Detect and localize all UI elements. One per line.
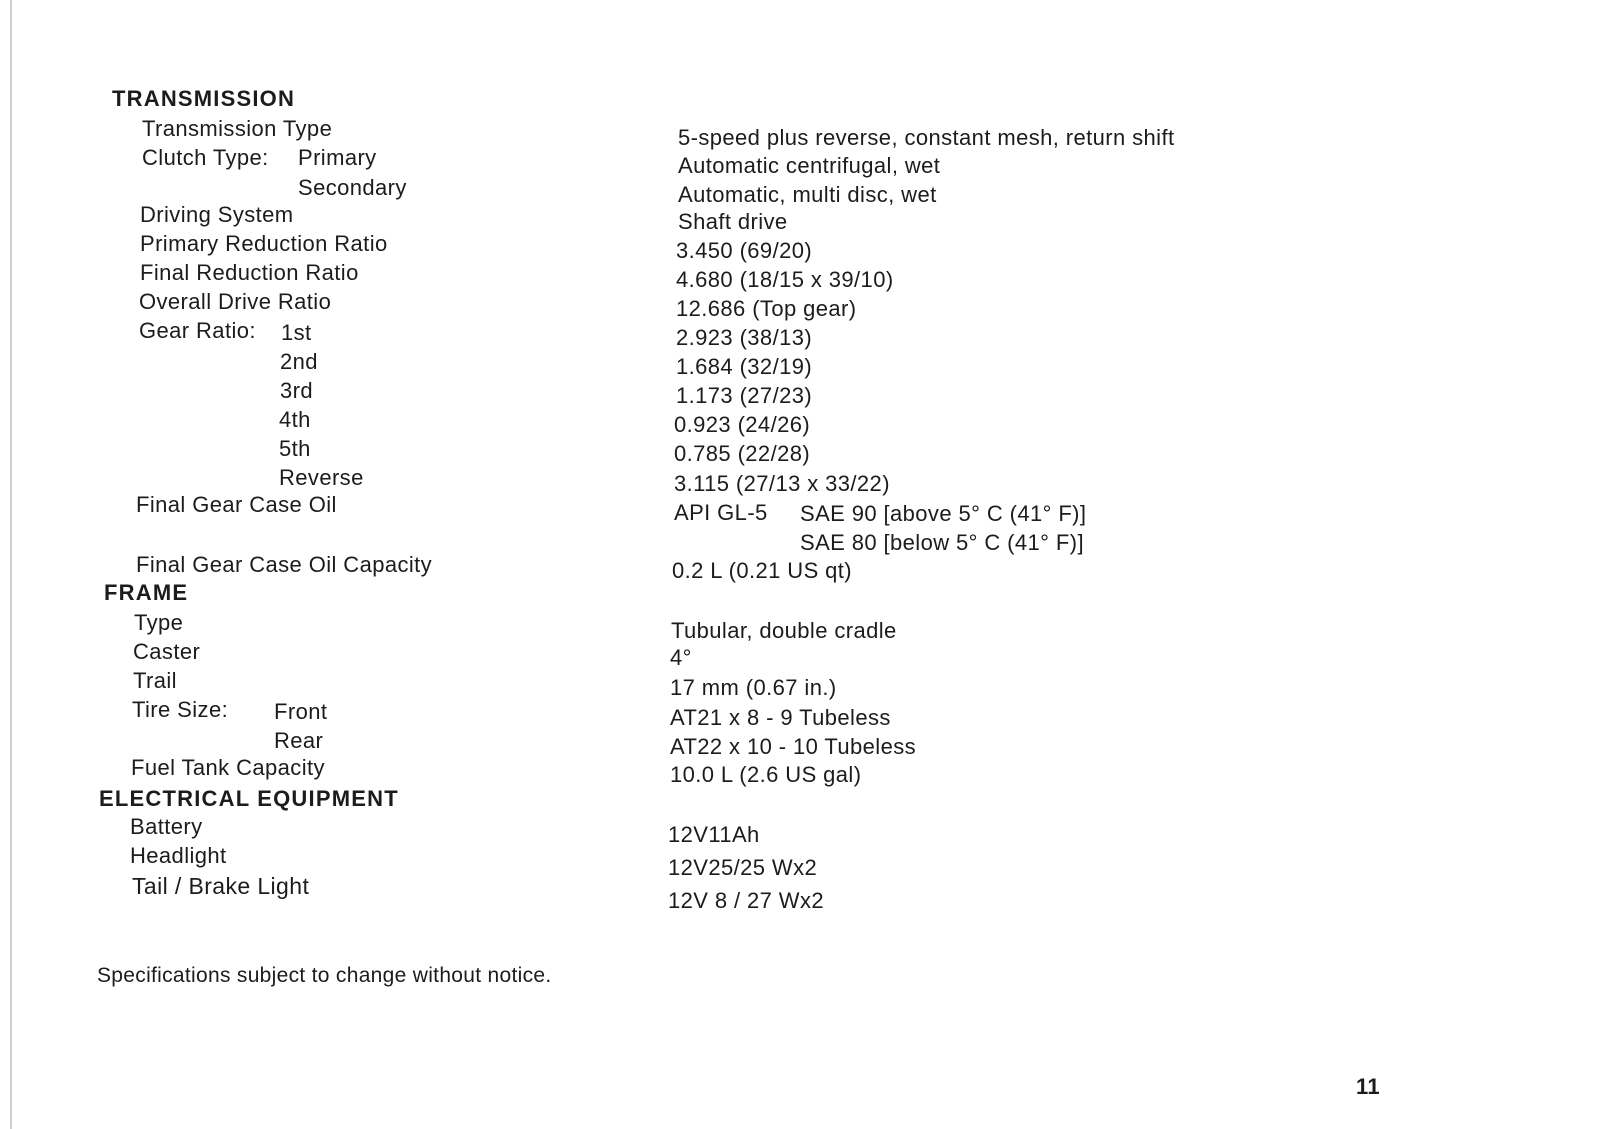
spec-value-trail: 17 mm (0.67 in.) bbox=[670, 675, 837, 700]
spec-label-final-gear-oil-capacity: Final Gear Case Oil Capacity bbox=[136, 552, 433, 577]
spec-sublabel-clutch-primary: Primary bbox=[298, 145, 377, 170]
spec-label-clutch-type: Clutch Type: bbox=[142, 145, 269, 170]
spec-value-tire-rear: AT22 x 10 - 10 Tubeless bbox=[670, 734, 917, 759]
gear-value-3rd: 1.173 (27/23) bbox=[676, 383, 813, 408]
spec-value-clutch-primary: Automatic centrifugal, wet bbox=[678, 153, 941, 178]
gear-label-3rd: 3rd bbox=[280, 378, 313, 403]
spec-label-overall-drive-ratio: Overall Drive Ratio bbox=[139, 289, 332, 314]
section-heading-transmission: TRANSMISSION bbox=[112, 86, 296, 111]
spec-label-final-gear-case-oil: Final Gear Case Oil bbox=[136, 492, 337, 517]
section-heading-frame: FRAME bbox=[104, 580, 189, 605]
page-binding-edge bbox=[10, 0, 12, 1129]
spec-value-battery: 12V11Ah bbox=[668, 822, 760, 847]
spec-value-oil-sae90: SAE 90 [above 5° C (41° F)] bbox=[800, 501, 1087, 526]
spec-value-tire-front: AT21 x 8 - 9 Tubeless bbox=[670, 705, 891, 730]
spec-label-final-reduction-ratio: Final Reduction Ratio bbox=[140, 260, 359, 285]
spec-label-driving-system: Driving System bbox=[140, 202, 294, 227]
spec-value-tail-brake-light: 12V 8 / 27 Wx2 bbox=[668, 888, 825, 913]
spec-value-caster: 4° bbox=[670, 645, 692, 670]
spec-value-fuel-tank-capacity: 10.0 L (2.6 US gal) bbox=[670, 762, 862, 787]
spec-value-driving-system: Shaft drive bbox=[678, 209, 788, 234]
spec-value-oil-api: API GL-5 bbox=[674, 500, 768, 525]
spec-value-transmission-type: 5-speed plus reverse, constant mesh, return shift bbox=[678, 125, 1175, 150]
specifications-notice: Specifications subject to change without notice. bbox=[97, 964, 552, 987]
spec-sublabel-tire-rear: Rear bbox=[274, 728, 324, 753]
spec-value-clutch-secondary: Automatic, multi disc, wet bbox=[678, 182, 937, 207]
gear-value-2nd: 1.684 (32/19) bbox=[676, 354, 813, 379]
spec-label-battery: Battery bbox=[130, 814, 203, 839]
spec-value-headlight: 12V25/25 Wx2 bbox=[668, 855, 818, 880]
gear-label-5th: 5th bbox=[279, 436, 311, 461]
spec-value-final-reduction-ratio: 4.680 (18/15 x 39/10) bbox=[676, 267, 894, 292]
gear-value-reverse: 3.115 (27/13 x 33/22) bbox=[674, 471, 890, 496]
section-heading-electrical-equipment: ELECTRICAL EQUIPMENT bbox=[99, 786, 399, 811]
spec-sublabel-clutch-secondary: Secondary bbox=[298, 175, 407, 200]
gear-value-5th: 0.785 (22/28) bbox=[674, 441, 811, 466]
spec-label-headlight: Headlight bbox=[130, 843, 227, 868]
spec-sublabel-tire-front: Front bbox=[274, 699, 328, 724]
spec-label-frame-type: Type bbox=[134, 610, 184, 635]
spec-label-gear-ratio: Gear Ratio: bbox=[139, 318, 256, 343]
spec-label-transmission-type: Transmission Type bbox=[142, 116, 333, 141]
gear-label-reverse: Reverse bbox=[279, 465, 364, 490]
spec-label-trail: Trail bbox=[133, 668, 177, 693]
page-number: 11 bbox=[1356, 1074, 1381, 1099]
spec-value-final-gear-oil-capacity: 0.2 L (0.21 US qt) bbox=[672, 558, 853, 583]
gear-label-2nd: 2nd bbox=[280, 349, 318, 374]
spec-value-primary-reduction-ratio: 3.450 (69/20) bbox=[676, 238, 813, 263]
spec-value-overall-drive-ratio: 12.686 (Top gear) bbox=[676, 296, 857, 321]
spec-value-oil-sae80: SAE 80 [below 5° C (41° F)] bbox=[800, 530, 1084, 555]
spec-label-caster: Caster bbox=[133, 639, 201, 664]
spec-label-primary-reduction-ratio: Primary Reduction Ratio bbox=[140, 231, 388, 256]
spec-label-fuel-tank-capacity: Fuel Tank Capacity bbox=[131, 755, 325, 780]
gear-value-1st: 2.923 (38/13) bbox=[676, 325, 813, 350]
gear-label-4th: 4th bbox=[279, 407, 311, 432]
spec-value-frame-type: Tubular, double cradle bbox=[671, 618, 897, 643]
gear-value-4th: 0.923 (24/26) bbox=[674, 412, 811, 437]
spec-label-tire-size: Tire Size: bbox=[132, 697, 229, 722]
spec-label-tail-brake-light: Tail / Brake Light bbox=[132, 873, 310, 899]
gear-label-1st: 1st bbox=[281, 320, 312, 345]
